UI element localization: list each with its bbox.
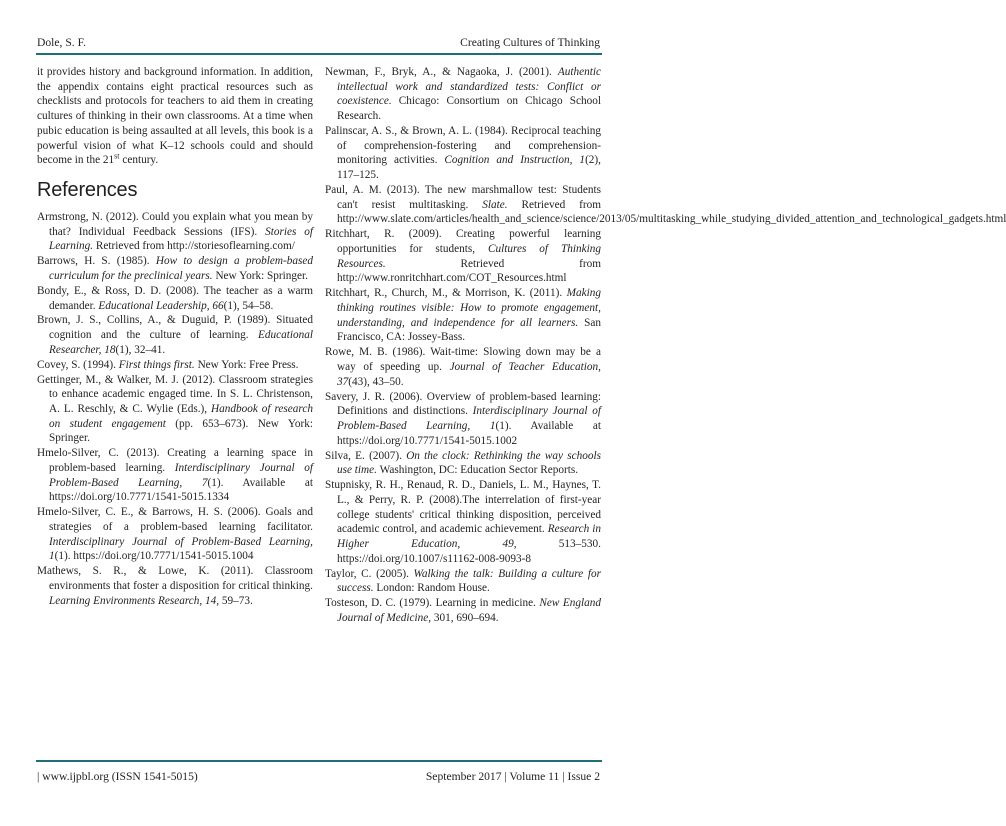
reference-text: (1). https://doi.org/10.7771/1541-5015.1004 bbox=[54, 550, 254, 563]
reference-text: Savery, J. R. (2006). Overview of problem-based learning: Definitions and distinctions. bbox=[325, 390, 601, 418]
intro-text: it provides history and background information. In addition, the appendix contains eight practical resources such as checklists and protocols for teachers to aid them in creating cultures of thinking in their own classrooms. At a time when pubic education is being assaulted at all levels, this book is a powerful vision of what K–12 schools could and should become in the 21 bbox=[37, 66, 313, 167]
reference-entry bbox=[325, 567, 601, 596]
reference-source-italic: Authentic intellectual work and standardized tests: Conflict or coexistence. bbox=[337, 66, 601, 108]
references-heading: References bbox=[37, 178, 138, 201]
reference-text: (1). Available at https://doi.org/10.7771/1541-5015.1002 bbox=[337, 420, 601, 447]
reference-text: Paul, A. M. (2013). The new marshmallow test: Students can't resist multitasking. bbox=[325, 184, 601, 211]
left-column bbox=[37, 65, 313, 609]
reference-entry bbox=[37, 564, 313, 608]
intro-superscript: st bbox=[114, 151, 120, 161]
reference-text: Hmelo-Silver, C. (2013). Creating a learning space in problem-based learning. bbox=[37, 447, 313, 474]
reference-source-italic: Educational Researcher, 18 bbox=[49, 329, 313, 356]
reference-text: Tosteson, D. C. (1979). Learning in medicine. bbox=[325, 597, 540, 610]
reference-text: Rowe, M. B. (1986). Wait-time: Slowing down may be a way of speeding up. bbox=[325, 346, 601, 373]
header-rule bbox=[36, 53, 602, 55]
reference-text: San Francisco, CA: Jossey-Bass. bbox=[337, 316, 601, 344]
reference-source-italic: Research in Higher Education, 49 bbox=[337, 523, 601, 550]
reference-text: (1). Available at https://doi.org/10.7771/1541-5015.1334 bbox=[49, 476, 313, 504]
reference-text: Taylor, C. (2005). bbox=[325, 567, 414, 580]
reference-source-italic: Cultures of Thinking Resources. bbox=[337, 243, 601, 270]
reference-text: Hmelo-Silver, C. E., & Barrows, H. S. (2006). Goals and strategies of a problem-based learning facilitator. bbox=[37, 506, 313, 533]
reference-text: , 301, 690–694. bbox=[428, 611, 499, 624]
reference-text: Retrieved from http://www.ronritchhart.com/COT_Resources.html bbox=[337, 257, 601, 285]
intro-paragraph bbox=[37, 65, 313, 168]
reference-source-italic: New England Journal of Medicine bbox=[337, 597, 602, 624]
reference-entry bbox=[325, 286, 601, 345]
reference-source-italic: Interdisciplinary Journal of Problem-Based Learning, 1 bbox=[49, 535, 313, 563]
reference-source-italic: Making thinking routines visible: How to promote engagement, understanding, and independence for all learners. bbox=[337, 287, 601, 329]
reference-entry bbox=[325, 390, 601, 449]
reference-entry bbox=[325, 345, 601, 389]
footer-journal-url: | www.ijpbl.org (ISSN 1541-5015) bbox=[37, 770, 198, 783]
reference-source-italic: Learning Environments Research, 14, bbox=[49, 594, 220, 607]
reference-text: Barrows, H. S. (1985). bbox=[37, 255, 156, 268]
reference-text: Retrieved from http://www.slate.com/articles/health_and_science/science/2013/05/multitasking_while_studying_divided_attention_and_technological_gadgets.html bbox=[337, 198, 1006, 226]
reference-text: Washington, DC: Education Sector Reports. bbox=[377, 464, 579, 477]
reference-text: Silva, E. (2007). bbox=[325, 449, 407, 462]
reference-entry bbox=[325, 478, 601, 566]
reference-text: 59–73. bbox=[219, 594, 253, 607]
reference-source-italic: How to design a problem-based curriculum for the preclinical years. bbox=[49, 255, 313, 282]
right-column bbox=[325, 65, 1006, 626]
reference-source-italic: Slate. bbox=[482, 198, 508, 211]
reference-text: Palinscar, A. S., & Brown, A. L. (1984). Reciprocal teaching of comprehension-fostering and comprehension-monitoring activities. bbox=[325, 125, 601, 167]
reference-text: (1), 54–58. bbox=[223, 299, 274, 312]
reference-source-italic: Journal of Teacher Education, 37 bbox=[337, 361, 601, 388]
reference-entry bbox=[37, 284, 313, 313]
reference-entry bbox=[325, 183, 1006, 227]
reference-text: Brown, J. S., Collins, A., & Duguid, P. (1989). Situated cognition and the culture of learning. bbox=[37, 314, 313, 342]
reference-entry bbox=[325, 596, 601, 625]
reference-text: New York: Springer. bbox=[212, 269, 308, 282]
reference-entry bbox=[37, 446, 313, 505]
reference-source-italic: Interdisciplinary Journal of Problem-Based Learning, 7 bbox=[49, 462, 313, 489]
reference-text: (43), 43–50. bbox=[348, 375, 404, 388]
reference-entry bbox=[325, 449, 601, 478]
reference-text: Stupnisky, R. H., Renaud, R. D., Daniels, L. M., Haynes, T. L., & Perry, R. P. (2008).The interrelation of first-year college students' critical thinking disposition, perceived academic control, and academic achievement. bbox=[325, 479, 601, 536]
reference-entry bbox=[325, 65, 601, 124]
running-header-title: Creating Cultures of Thinking bbox=[460, 36, 600, 49]
right-reference-list bbox=[325, 65, 1006, 626]
reference-entry bbox=[37, 254, 313, 283]
reference-entry bbox=[37, 358, 313, 373]
reference-entry bbox=[37, 505, 313, 564]
reference-text: Ritchhart, R. (2009). Creating powerful learning opportunities for students, bbox=[325, 228, 601, 255]
reference-source-italic: Cognition and Instruction, 1 bbox=[444, 154, 586, 167]
reference-text: Covey, S. (1994). bbox=[37, 358, 119, 371]
reference-entry bbox=[37, 373, 313, 447]
left-reference-list bbox=[37, 210, 313, 608]
reference-source-italic: Educational Leadership, 66 bbox=[98, 299, 224, 312]
reference-text: Retrieved from http://storiesoflearning.com/ bbox=[93, 240, 295, 253]
reference-entry bbox=[37, 210, 313, 254]
reference-text: Gettinger, M., & Walker, M. J. (2012). Classroom strategies to enhance academic engaged time. In S. L. Christenson, A. L. Reschly, & C. Wylie (Eds.), bbox=[37, 373, 313, 415]
reference-text: New York: Free Press. bbox=[194, 358, 299, 371]
reference-entry bbox=[325, 124, 601, 183]
reference-text: Bondy, E., & Ross, D. D. (2008). The teacher as a warm demander. bbox=[37, 284, 313, 312]
reference-source-italic: On the clock: Rethinking the way schools use time. bbox=[337, 449, 601, 477]
reference-source-italic: Walking the talk: Building a culture for success. bbox=[337, 567, 601, 595]
intro-text-end: century. bbox=[119, 154, 159, 167]
footer-issue-info: September 2017 | Volume 11 | Issue 2 bbox=[425, 770, 600, 783]
reference-text: , 513–530. https://doi.org/10.1007/s11162-008-9093-8 bbox=[337, 538, 601, 565]
running-header-author: Dole, S. F. bbox=[37, 36, 86, 49]
reference-text: (2), 117–125. bbox=[337, 154, 601, 182]
reference-source-italic: Stories of Learning. bbox=[49, 225, 313, 253]
reference-text: Newman, F., Bryk, A., & Nagaoka, J. (2001). bbox=[325, 66, 558, 78]
reference-text: London: Random House. bbox=[373, 582, 490, 595]
reference-text: Ritchhart, R., Church, M., & Morrison, K. (2011). bbox=[325, 287, 567, 300]
reference-text: (1), 32–41. bbox=[115, 343, 166, 356]
reference-source-italic: Interdisciplinary Journal of Problem-Based Learning, 1 bbox=[337, 405, 601, 432]
reference-text: Chicago: Consortium on Chicago School Research. bbox=[337, 95, 601, 123]
reference-source-italic: First things first. bbox=[118, 358, 195, 371]
reference-entry bbox=[37, 313, 313, 357]
reference-text: (pp. 653–673). New York: Springer. bbox=[49, 417, 313, 445]
reference-entry bbox=[325, 227, 601, 286]
reference-source-italic: Handbook of research on student engagement bbox=[49, 403, 313, 430]
reference-text: Armstrong, N. (2012). Could you explain what you mean by that? Individual Feedback Sessions (IFS). bbox=[37, 210, 313, 238]
reference-text: Mathews, S. R., & Lowe, K. (2011). Classroom environments that foster a disposition for critical thinking. bbox=[37, 565, 313, 592]
footer-rule bbox=[36, 760, 602, 762]
